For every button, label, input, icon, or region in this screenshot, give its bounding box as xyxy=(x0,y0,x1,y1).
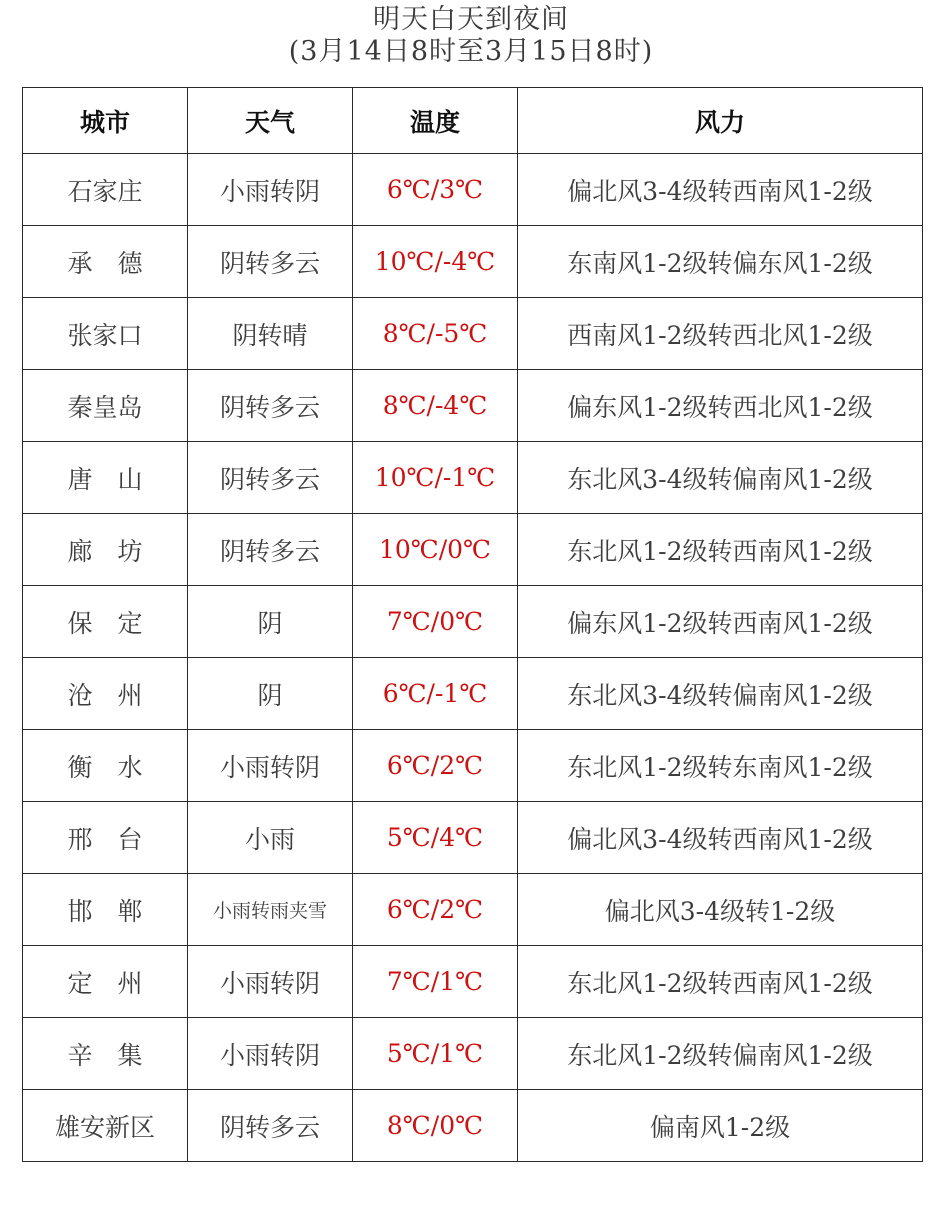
table-row xyxy=(23,658,923,730)
cell-city: 邯 郸 xyxy=(23,874,188,946)
table-row xyxy=(23,730,923,802)
cell-weather: 小雨转阴 xyxy=(188,154,353,226)
cell-temperature: 8℃/0℃ xyxy=(353,1090,518,1162)
table-row xyxy=(23,1018,923,1090)
page-subtitle-time-range: (3月14日8时至3月15日8时) xyxy=(288,36,654,67)
cell-weather: 小雨转阴 xyxy=(188,730,353,802)
table-row xyxy=(23,370,923,442)
cell-city: 唐 山 xyxy=(23,442,188,514)
table-row xyxy=(23,1090,923,1162)
cell-wind: 西南风1-2级转西北风1-2级 xyxy=(518,298,923,370)
cell-wind: 东北风3-4级转偏南风1-2级 xyxy=(518,658,923,730)
cell-city: 定 州 xyxy=(23,946,188,1018)
cell-wind: 偏北风3-4级转西南风1-2级 xyxy=(518,802,923,874)
cell-weather: 小雨转阴 xyxy=(188,946,353,1018)
cell-weather: 阴转晴 xyxy=(188,298,353,370)
table-row xyxy=(23,154,923,226)
cell-wind: 偏北风3-4级转西南风1-2级 xyxy=(518,154,923,226)
cell-city: 雄安新区 xyxy=(23,1090,188,1162)
cell-weather: 小雨转雨夹雪 xyxy=(188,874,353,946)
cell-wind: 偏北风3-4级转1-2级 xyxy=(518,874,923,946)
cell-temperature: 6℃/-1℃ xyxy=(353,658,518,730)
cell-city: 辛 集 xyxy=(23,1018,188,1090)
cell-temperature: 10℃/-1℃ xyxy=(353,442,518,514)
page-title: 明天白天到夜间 xyxy=(373,4,569,35)
header-weather: 天气 xyxy=(188,88,353,154)
cell-temperature: 10℃/0℃ xyxy=(353,514,518,586)
table-row xyxy=(23,514,923,586)
cell-temperature: 6℃/3℃ xyxy=(353,154,518,226)
header-wind: 风力 xyxy=(518,88,923,154)
forecast-table xyxy=(22,87,923,1162)
cell-city: 秦皇岛 xyxy=(23,370,188,442)
cell-wind: 东北风1-2级转西南风1-2级 xyxy=(518,946,923,1018)
cell-weather: 阴转多云 xyxy=(188,1090,353,1162)
cell-city: 承 德 xyxy=(23,226,188,298)
table-row xyxy=(23,874,923,946)
cell-weather: 阴转多云 xyxy=(188,442,353,514)
cell-weather: 阴转多云 xyxy=(188,226,353,298)
table-row xyxy=(23,298,923,370)
cell-weather: 小雨 xyxy=(188,802,353,874)
table-row xyxy=(23,802,923,874)
cell-city: 石家庄 xyxy=(23,154,188,226)
table-row xyxy=(23,586,923,658)
table-header-row xyxy=(23,88,923,154)
table-row xyxy=(23,226,923,298)
cell-temperature: 5℃/1℃ xyxy=(353,1018,518,1090)
cell-wind: 偏南风1-2级 xyxy=(518,1090,923,1162)
cell-wind: 东北风1-2级转西南风1-2级 xyxy=(518,514,923,586)
cell-weather: 阴转多云 xyxy=(188,370,353,442)
cell-wind: 东北风1-2级转偏南风1-2级 xyxy=(518,1018,923,1090)
cell-wind: 偏东风1-2级转西南风1-2级 xyxy=(518,586,923,658)
cell-temperature: 8℃/-5℃ xyxy=(353,298,518,370)
cell-temperature: 10℃/-4℃ xyxy=(353,226,518,298)
cell-city: 邢 台 xyxy=(23,802,188,874)
cell-city: 张家口 xyxy=(23,298,188,370)
cell-weather: 小雨转阴 xyxy=(188,1018,353,1090)
header-city: 城市 xyxy=(23,88,188,154)
cell-city: 沧 州 xyxy=(23,658,188,730)
cell-city: 衡 水 xyxy=(23,730,188,802)
cell-temperature: 5℃/4℃ xyxy=(353,802,518,874)
cell-city: 保 定 xyxy=(23,586,188,658)
cell-temperature: 7℃/0℃ xyxy=(353,586,518,658)
cell-wind: 东北风1-2级转东南风1-2级 xyxy=(518,730,923,802)
cell-wind: 东北风3-4级转偏南风1-2级 xyxy=(518,442,923,514)
cell-weather: 阴 xyxy=(188,586,353,658)
cell-weather: 阴 xyxy=(188,658,353,730)
cell-wind: 东南风1-2级转偏东风1-2级 xyxy=(518,226,923,298)
cell-wind: 偏东风1-2级转西北风1-2级 xyxy=(518,370,923,442)
cell-temperature: 6℃/2℃ xyxy=(353,730,518,802)
table-row xyxy=(23,442,923,514)
cell-temperature: 8℃/-4℃ xyxy=(353,370,518,442)
table-row xyxy=(23,946,923,1018)
cell-weather: 阴转多云 xyxy=(188,514,353,586)
cell-temperature: 6℃/2℃ xyxy=(353,874,518,946)
cell-city: 廊 坊 xyxy=(23,514,188,586)
header-temperature: 温度 xyxy=(353,88,518,154)
cell-temperature: 7℃/1℃ xyxy=(353,946,518,1018)
